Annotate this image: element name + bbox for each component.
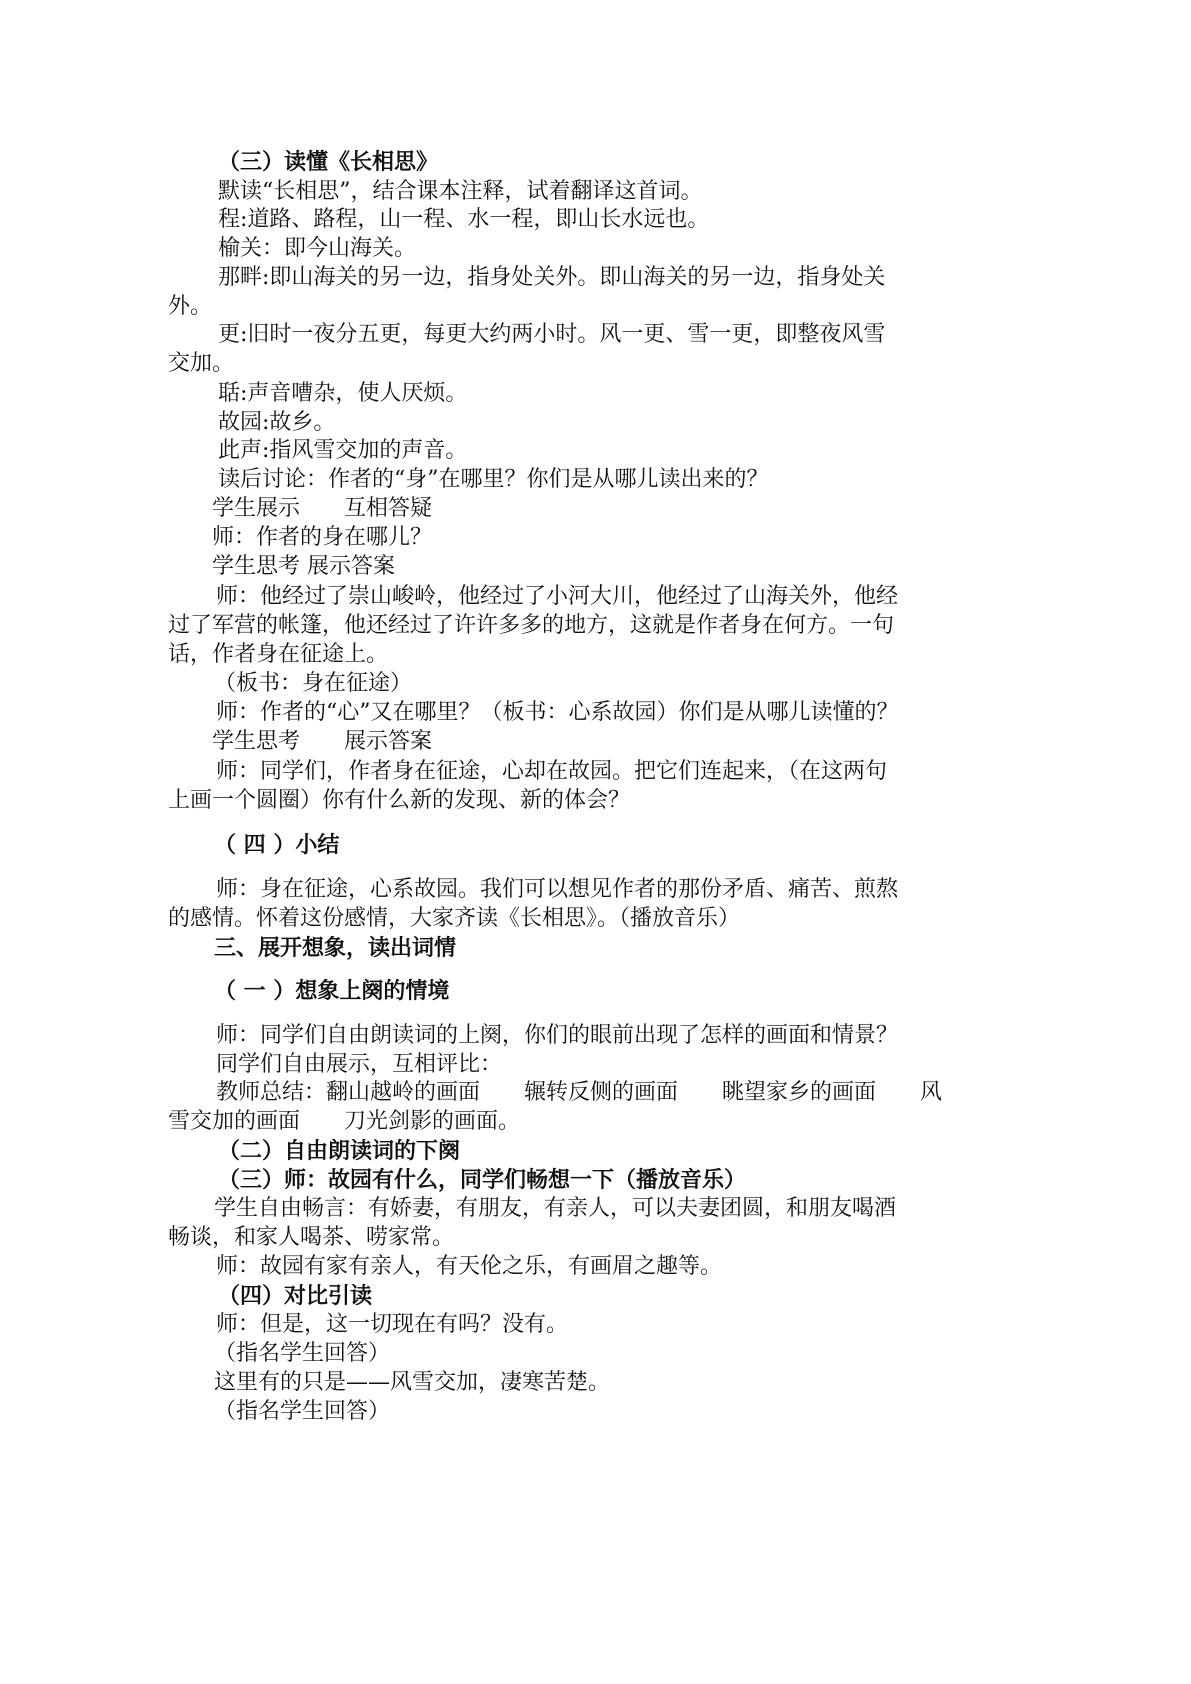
paragraph-line: 学生展示 互相答疑 (212, 496, 433, 521)
paragraph-line: 畅谈，和家人喝茶、唠家常。 (168, 1225, 455, 1250)
paragraph-line: 默读“长相思”，结合课本注释，试着翻译这首词。 (218, 179, 703, 204)
paragraph-line: 师：身在征途，心系故园。我们可以想见作者的那份矛盾、痛苦、煎熬 (216, 877, 899, 902)
paragraph-line: 雪交加的画面 刀光剑影的画面。 (168, 1109, 521, 1134)
paragraph-line: 过了军营的帐篷，他还经过了许许多多的地方，这就是作者身在何方。一句 (168, 613, 895, 638)
paragraph-line: 学生思考 展示答案 (212, 729, 433, 754)
paragraph-line: 师：他经过了崇山峻岭，他经过了小河大川，他经过了山海关外，他经 (216, 584, 899, 609)
paragraph-line: 师：同学们自由朗读词的上阕，你们的眼前出现了怎样的画面和情景？ (216, 1023, 899, 1048)
paragraph-line: 师：作者的身在哪儿？ (212, 525, 433, 550)
paragraph-line: 学生思考 展示答案 (212, 554, 395, 579)
paragraph-line: 外。 (168, 294, 213, 319)
paragraph-line: 话，作者身在征途上。 (168, 642, 389, 667)
section-heading: 三、展开想象，读出词情 (214, 935, 457, 961)
paragraph-line: 同学们自由展示，互相评比： (216, 1052, 503, 1077)
section-heading: （三）读懂《长相思》 (218, 149, 439, 175)
paragraph-line: 榆关：即今山海关。 (218, 236, 417, 261)
paragraph-line: 故园:故乡。 (218, 410, 336, 435)
paragraph-line: 师：故园有家有亲人，有天伦之乐，有画眉之趣等。 (216, 1254, 723, 1279)
paragraph-line: 师：但是，这一切现在有吗？没有。 (216, 1312, 569, 1337)
section-heading: （三）师：故园有什么，同学们畅想一下（播放音乐） (218, 1167, 747, 1193)
paragraph-line: 交加。 (168, 351, 235, 376)
paragraph-line: 那畔:即山海关的另一边，指身处关外。即山海关的另一边，指身处关 (218, 265, 886, 290)
paragraph-line: 的感情。怀着这份感情，大家齐读《长相思》。（播放音乐） (168, 906, 741, 931)
paragraph-line: 这里有的只是——风雪交加，凄寒苦楚。 (214, 1370, 611, 1395)
paragraph-line: 师：同学们，作者身在征途，心却在故园。把它们连起来，（在这两句 (216, 759, 888, 784)
paragraph-line: 程:道路、路程，山一程、水一程，即山长水远也。 (218, 207, 710, 232)
section-heading: （四）对比引读 (218, 1283, 373, 1309)
paragraph-line: （指名学生回答） (214, 1399, 391, 1424)
paragraph-line: 聒:声音嘈杂，使人厌烦。 (218, 381, 468, 406)
paragraph-line: 教师总结：翻山越岭的画面 辗转反侧的画面 眺望家乡的画面 风 (216, 1080, 943, 1105)
section-heading: （二）自由朗读词的下阕 (218, 1138, 461, 1164)
paragraph-line: （指名学生回答） (214, 1341, 391, 1366)
paragraph-line: 读后讨论：作者的“身”在哪里？你们是从哪儿读出来的？ (218, 467, 769, 492)
paragraph-line: 此声:指风雪交加的声音。 (218, 438, 468, 463)
paragraph-line: （板书：身在征途） (214, 671, 413, 696)
paragraph-line: 学生自由畅言：有娇妻，有朋友，有亲人，可以夫妻团圆，和朋友喝酒 (214, 1196, 897, 1221)
paragraph-line: 师：作者的“心”又在哪里？（板书：心系故园）你们是从哪儿读懂的？ (216, 700, 899, 725)
paragraph-line: 更:旧时一夜分五更，每更大约两小时。风一更、雪一更，即整夜风雪 (218, 322, 886, 347)
section-heading: （ 四 ）小结 (214, 833, 340, 858)
section-heading: （ 一 ）想象上阕的情境 (214, 979, 450, 1004)
paragraph-line: 上画一个圆圈）你有什么新的发现、新的体会？ (168, 788, 631, 813)
